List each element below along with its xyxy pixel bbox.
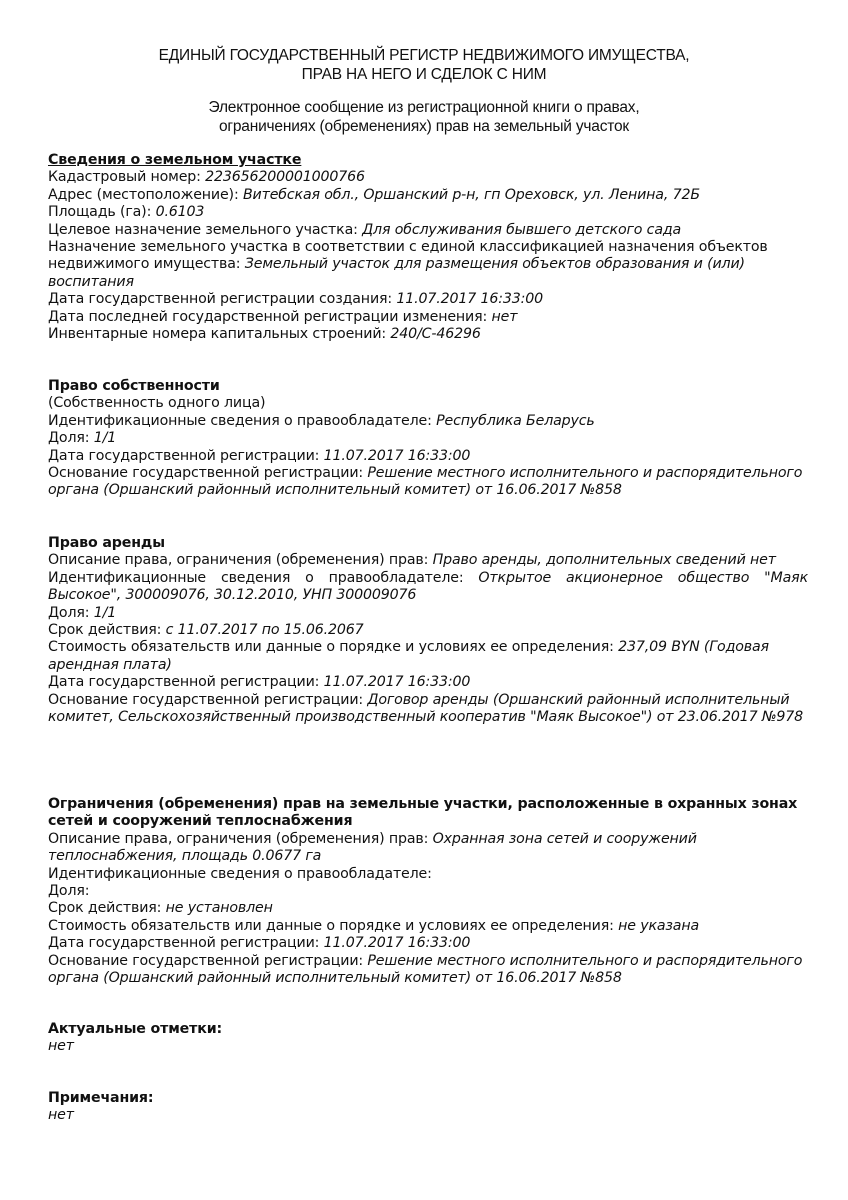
lease-basis-value: Договор аренды (Оршанский районный исполнительный комитет, Сельскохозяйственный производственный кооператив "Маяк Высокое") от 23.06.2017 №978 [48,691,804,726]
lease-holder-row [48,570,808,605]
restriction-share-row: Доля: [48,883,90,900]
actual-marks-section [48,1021,808,1056]
restriction-desc-label: Описание права, ограничения (обременения) прав: [48,830,433,847]
purpose-label: Целевое назначение земельного участка: [48,221,363,238]
lease-term-value: с 11.07.2017 по 15.06.2067 [165,622,364,639]
lease-cost-row [48,639,808,674]
ownership-type: (Собственность одного лица) [48,395,266,412]
cadastral-number-label: Кадастровый номер: [48,169,206,186]
lease-reg-date-row [48,674,808,691]
notes-value: нет [48,1107,74,1124]
ownership-heading: Право собственности [48,378,220,394]
notes-heading: Примечания: [48,1090,154,1106]
lease-basis-label: Основание государственной регистрации: [48,691,368,708]
lease-reg-date-value: 11.07.2017 16:33:00 [323,674,471,691]
lease-desc-row [48,552,808,569]
ownership-reg-date-value: 11.07.2017 16:33:00 [323,447,471,464]
change-date-value: нет [491,308,518,325]
ownership-share-label: Доля: [48,430,94,447]
area-row [48,204,808,221]
lease-reg-date-label: Дата государственной регистрации: [48,674,324,691]
area-value: 0.6103 [155,204,205,221]
lease-share-value: 1/1 [93,604,117,621]
restriction-desc-value: Охранная зона сетей и сооружений теплоснабжения, площадь 0.0677 га [48,830,697,865]
change-date-row [48,309,808,326]
ownership-reg-date-label: Дата государственной регистрации: [48,447,324,464]
restriction-term-row [48,900,808,917]
restriction-term-label: Срок действия: [48,900,166,917]
land-plot-section [48,152,808,343]
actual-marks-value: нет [48,1038,74,1055]
lease-section [48,535,808,726]
register-title-line1: ЕДИНЫЙ ГОСУДАРСТВЕННЫЙ РЕГИСТР НЕДВИЖИМОГО ИМУЩЕСТВА, [158,47,690,64]
restriction-section [48,796,808,987]
classification-value: Земельный участок для размещения объектов образования и (или) воспитания [48,256,745,290]
creation-date-row [48,291,808,308]
actual-marks-heading: Актуальные отметки: [48,1021,223,1037]
ownership-basis-value: Решение местного исполнительного и распорядительного органа (Оршанский районный исполнительный комитет) от 16.06.2017 №858 [48,465,803,499]
change-date-label: Дата последней государственной регистрации изменения: [48,308,492,325]
creation-date-value: 11.07.2017 16:33:00 [396,291,544,308]
lease-desc-label: Описание права, ограничения (обременения) прав: [48,552,433,569]
restriction-basis-row [48,953,808,988]
restriction-holder-row: Идентификационные сведения о правообладателе: [48,865,432,882]
lease-share-row [48,605,808,622]
lease-term-label: Срок действия: [48,622,166,639]
land-plot-heading: Сведения о земельном участке [48,152,302,168]
restriction-basis-value: Решение местного исполнительного и распорядительного органа (Оршанский районный исполнительный комитет) от 16.06.2017 №858 [48,952,803,987]
lease-desc-value: Право аренды, дополнительных сведений нет [432,552,776,569]
document-subtitle [0,98,848,136]
address-value: Витебская обл., Оршанский р-н, гп Ореховск, ул. Ленина, 72Б [242,186,700,203]
area-label: Площадь (га): [48,204,156,221]
purpose-value: Для обслуживания бывшего детского сада [362,221,682,238]
lease-cost-label: Стоимость обязательств или данные о порядке и условиях ее определения: [48,639,619,656]
cadastral-number-row [48,169,808,186]
subtitle-line2: ограничениях (обременениях) прав на земельный участок [219,118,629,135]
inventory-label: Инвентарные номера капитальных строений: [48,326,391,343]
lease-share-label: Доля: [48,604,94,621]
register-title [0,46,848,84]
restriction-heading: Ограничения (обременения) прав на земельные участки, расположенные в охранных зонах сетей и сооружений теплоснабжения [48,796,798,830]
classification-label: Назначение земельного участка в соответствии с единой классификацией назначения объектов недвижимого имущества: [48,239,768,273]
lease-holder-label: Идентификационные сведения о правообладателе: [48,569,479,586]
classification-row [48,239,808,291]
lease-heading: Право аренды [48,535,165,551]
restriction-reg-date-value: 11.07.2017 16:33:00 [323,935,471,952]
ownership-holder-row [48,413,808,430]
address-row [48,187,808,204]
purpose-row [48,222,808,239]
restriction-desc-row [48,831,808,866]
lease-basis-row [48,692,808,727]
cadastral-number-value: 223656200001000766 [205,169,365,186]
creation-date-label: Дата государственной регистрации создания: [48,291,397,308]
ownership-basis-row [48,465,808,500]
ownership-holder-label: Идентификационные сведения о правообладателе: [48,412,437,429]
restriction-reg-date-label: Дата государственной регистрации: [48,935,324,952]
notes-section [48,1090,808,1125]
restriction-cost-row [48,918,808,935]
restriction-term-value: не установлен [165,900,273,917]
subtitle-line1: Электронное сообщение из регистрационной книги о правах, [208,99,640,116]
lease-term-row [48,622,808,639]
address-label: Адрес (местоположение): [48,186,243,203]
register-title-line2: ПРАВ НА НЕГО И СДЕЛОК С НИМ [301,66,547,83]
ownership-section [48,378,808,500]
ownership-reg-date-row [48,448,808,465]
ownership-basis-label: Основание государственной регистрации: [48,465,368,482]
ownership-share-value: 1/1 [93,430,117,447]
inventory-value: 240/С-46296 [390,326,481,343]
restriction-cost-value: не указана [618,917,700,934]
restriction-cost-label: Стоимость обязательств или данные о порядке и условиях ее определения: [48,917,619,934]
lease-cost-value: 237,09 BYN (Годовая арендная плата) [48,639,769,673]
inventory-row [48,326,808,343]
lease-holder-value: Открытое акционерное общество "Маяк Высокое", 300009076, 30.12.2010, УНП 300009076 [48,569,808,604]
ownership-share-row [48,430,808,447]
restriction-basis-label: Основание государственной регистрации: [48,952,368,969]
ownership-holder-value: Республика Беларусь [436,412,595,429]
restriction-reg-date-row [48,935,808,952]
